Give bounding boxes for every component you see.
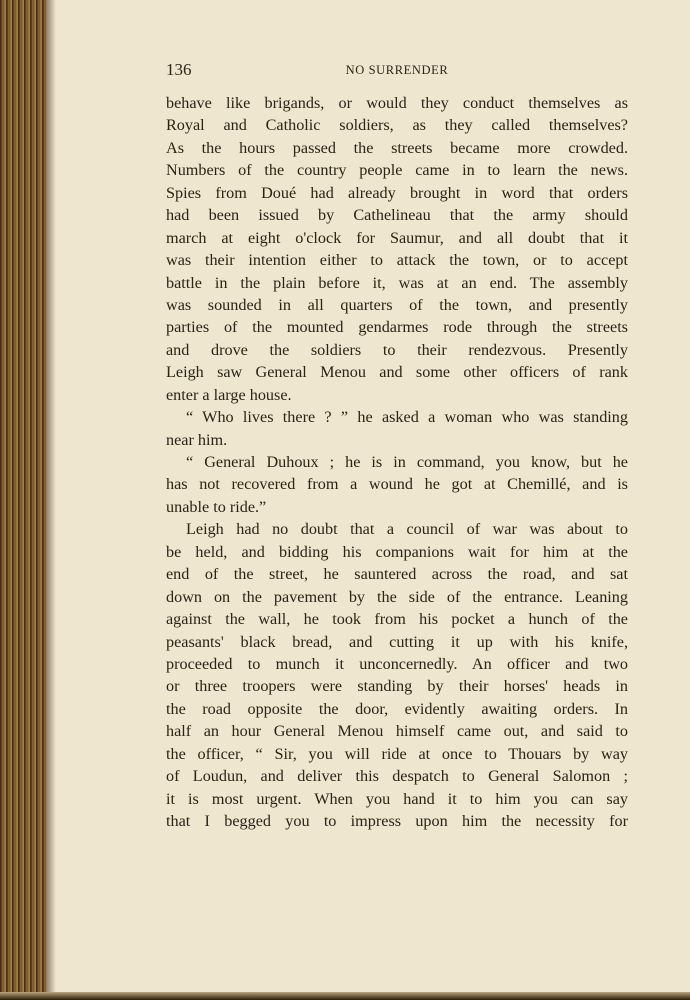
running-title: NO SURRENDER bbox=[345, 63, 449, 77]
text-line: Numbers of the country people came in to learn the news. bbox=[166, 161, 628, 180]
page-number: 136 bbox=[166, 60, 192, 79]
text-line: Royal and Catholic soldiers, as they called themselves? bbox=[166, 116, 628, 135]
text-line: it is most urgent. When you hand it to him you can say bbox=[166, 789, 628, 808]
text-line: the officer, “ Sir, you will ride at once to Thouars by way bbox=[166, 744, 628, 763]
text-line: has not recovered from a wound he got at Chemillé, and is bbox=[166, 475, 628, 494]
text-line: behave like brigands, or would they conduct themselves as bbox=[166, 94, 628, 112]
page-bottom-edge bbox=[0, 992, 690, 1000]
text-line: against the wall, he took from his pocket a hunch of the bbox=[166, 610, 628, 629]
text-line: parties of the mounted gendarmes rode through the streets bbox=[166, 318, 628, 337]
text-line: down on the pavement by the side of the entrance. Leaning bbox=[166, 587, 628, 606]
text-line: end of the street, he sauntered across the road, and sat bbox=[166, 565, 628, 584]
text-line: enter a large house. bbox=[166, 385, 292, 404]
text-line: “ Who lives there ? ” he asked a woman who was standing bbox=[186, 408, 628, 427]
text-line: proceeded to munch it unconcernedly. An officer and two bbox=[166, 654, 628, 673]
text-line: near him. bbox=[166, 430, 228, 449]
text-line: had been issued by Cathelineau that the army should bbox=[166, 206, 628, 225]
text-line: As the hours passed the streets became more crowded. bbox=[166, 138, 628, 157]
text-line: battle in the plain before it, was at an end. The assembly bbox=[166, 273, 628, 292]
page-header bbox=[166, 60, 628, 80]
text-line: peasants' black bread, and cutting it up with his knife, bbox=[166, 632, 628, 651]
text-line: and drove the soldiers to their rendezvous. Presently bbox=[166, 340, 628, 359]
text-line: was their intention either to attack the town, or to accept bbox=[166, 251, 628, 270]
text-line: march at eight o'clock for Saumur, and all doubt that it bbox=[166, 228, 628, 247]
text-line: that I begged you to impress upon him the necessity for bbox=[166, 812, 628, 830]
text-line: Leigh had no doubt that a council of war was about to bbox=[186, 520, 628, 539]
text-line: be held, and bidding his companions wait for him at the bbox=[166, 542, 628, 561]
text-line: was sounded in all quarters of the town, and presently bbox=[166, 295, 628, 314]
book-binding-edge bbox=[0, 0, 46, 1000]
text-line: of Loudun, and deliver this despatch to General Salomon ; bbox=[166, 767, 628, 786]
text-line: “ General Duhoux ; he is in command, you know, but he bbox=[186, 453, 628, 471]
text-line: half an hour General Menou himself came out, and said to bbox=[166, 722, 628, 741]
text-line: Leigh saw General Menou and some other officers of rank bbox=[166, 363, 628, 382]
text-line: or three troopers were standing by their horses' heads in bbox=[166, 677, 628, 696]
text-line: unable to ride.” bbox=[166, 497, 267, 516]
body-text bbox=[166, 92, 628, 832]
text-line: the road opposite the door, evidently awaiting orders. In bbox=[166, 699, 628, 718]
text-line: Spies from Doué had already brought in word that orders bbox=[166, 183, 628, 202]
